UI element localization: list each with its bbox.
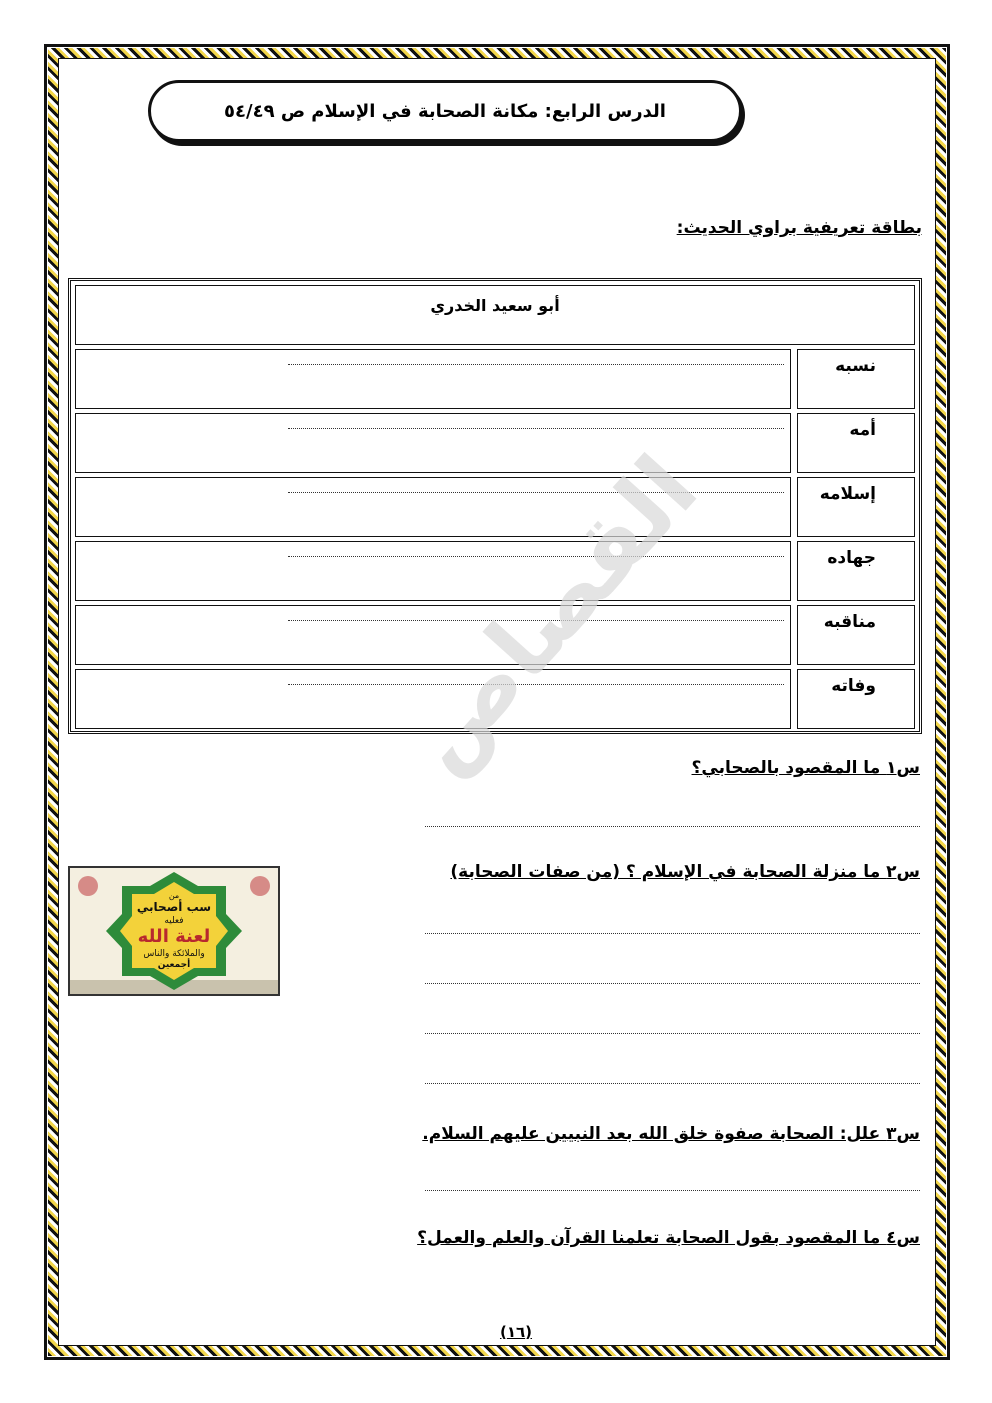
row-value-field[interactable] <box>75 413 791 473</box>
poster-line-4: لعنة الله <box>137 926 211 947</box>
lesson-title-box <box>148 80 742 142</box>
table-row <box>75 349 915 409</box>
poster-graphic <box>70 868 278 994</box>
dotted-line <box>288 492 784 493</box>
answer-line[interactable] <box>425 1083 920 1084</box>
answer-line[interactable] <box>425 1033 920 1034</box>
narrator-name-row <box>75 285 915 345</box>
answer-line[interactable] <box>425 983 920 984</box>
watermark: القصاص <box>383 436 718 791</box>
question-4: س٤ ما المقصود بقول الصحابة تعلمنا القرآن والعلم والعمل؟ <box>417 1228 920 1248</box>
row-value-field[interactable] <box>75 605 791 665</box>
answer-line[interactable] <box>425 826 920 827</box>
row-value-field[interactable] <box>75 349 791 409</box>
answer-line[interactable] <box>425 933 920 934</box>
poster-line-2: سب أصحابي <box>136 900 212 914</box>
table-row <box>75 477 915 537</box>
poster-line-3: فعليه <box>164 916 184 926</box>
card-heading: بطاقة تعريفية براوي الحديث: <box>676 218 922 238</box>
table-row <box>75 413 915 473</box>
poster-line-1: من <box>168 891 180 900</box>
page-number: (١٦) <box>499 1323 533 1341</box>
row-label: مناقبه <box>797 605 915 665</box>
question-1: س١ ما المقصود بالصحابي؟ <box>691 758 920 778</box>
row-label: أمه <box>797 413 915 473</box>
question-3: س٣ علل: الصحابة صفوة خلق الله بعد النبيين عليهم السلام. <box>422 1124 920 1144</box>
row-label: جهاده <box>797 541 915 601</box>
row-label: نسبه <box>797 349 915 409</box>
poster-line-6: أجمعين <box>157 960 191 970</box>
table-row <box>75 541 915 601</box>
row-value-field[interactable] <box>75 541 791 601</box>
poster-image <box>68 866 280 996</box>
dotted-line <box>288 364 784 365</box>
dotted-line <box>288 428 784 429</box>
narrator-name: أبو سعيد الخدري <box>430 296 560 315</box>
answer-line[interactable] <box>425 1190 920 1191</box>
question-2: س٢ ما منزلة الصحابة في الإسلام ؟ (من صفات الصحابة) <box>450 862 920 882</box>
row-label: إسلامه <box>797 477 915 537</box>
poster-line-5: والملائكة والناس <box>143 949 205 959</box>
row-label: وفاته <box>797 669 915 729</box>
lesson-title: الدرس الرابع: مكانة الصحابة في الإسلام ص ٥٤/٤٩ <box>224 100 666 122</box>
